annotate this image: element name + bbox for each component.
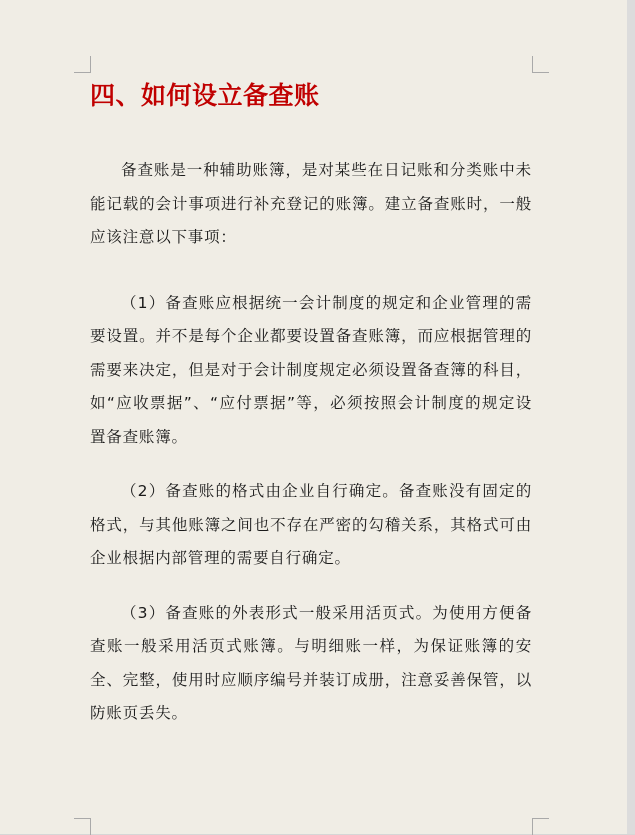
paragraph-item-2: （2）备查账的格式由企业自行确定。备查账没有固定的格式，与其他账簿之间也不存在严密的勾稽关系，其格式可由企业根据内部管理的需要自行确定。 [90, 482, 532, 567]
paragraph-item-1: （1）备查账应根据统一会计制度的规定和企业管理的需要设置。并不是每个企业都要设置备查账簿，而应根据管理的需要来决定，但是对于会计制度规定必须设置备查簿的科目，如“应收票据”、“应付票据”等，必须按照会计制度的规定设置备查账簿。 [90, 293, 532, 446]
margin-corner-top-left [74, 56, 91, 73]
scroll-gutter [627, 0, 635, 834]
paragraph-item-3: （3）备查账的外表形式一般采用活页式。为使用方便备查账一般采用活页式账簿。与明细账一样，为保证账簿的安全、完整，使用时应顺序编号并装订成册，注意妥善保管，以防账页丢失。 [90, 603, 532, 722]
margin-corner-bottom-left [74, 818, 91, 835]
section-heading: 四、如何设立备查账 [90, 81, 320, 110]
paragraph-intro: 备查账是一种辅助账簿，是对某些在日记账和分类账中未能记载的会计事项进行补充登记的账簿。建立备查账时，一般应该注意以下事项： [90, 161, 532, 246]
margin-corner-bottom-right [532, 818, 549, 835]
document-body[interactable] [90, 76, 532, 731]
margin-corner-top-right [532, 56, 549, 73]
